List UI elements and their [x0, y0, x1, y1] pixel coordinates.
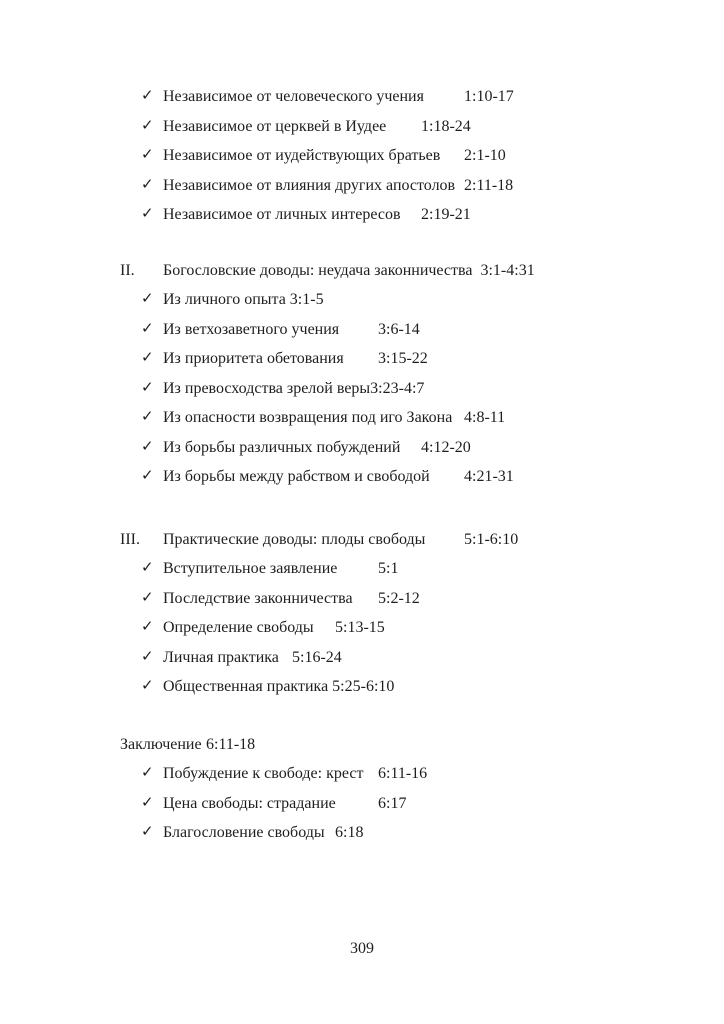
outline-item: [120, 789, 694, 819]
item-label: Из борьбы между рабством и свободой: [163, 468, 430, 485]
item-separator: [339, 321, 378, 338]
item-ref: 2:1-10: [464, 147, 506, 164]
item-label: Из опасности возвращения под иго Закона: [163, 409, 453, 426]
item-separator: [353, 590, 378, 607]
item-label: Независимое от иудействующих братьев: [163, 147, 441, 164]
item-ref: 2:11-18: [464, 176, 514, 194]
item-separator: [440, 147, 464, 164]
item-label: Из ветхозаветного учения: [163, 320, 340, 338]
item-separator: [430, 468, 464, 485]
item-label: Вступительное заявление: [163, 560, 338, 577]
item-ref: 3:15-22: [378, 350, 428, 367]
item-separator: [401, 206, 421, 223]
outline-item: [120, 315, 694, 345]
item-ref: 4:12-20: [421, 438, 471, 456]
item-separator: [336, 795, 378, 812]
item-separator: [424, 88, 464, 105]
page-number: 309: [350, 940, 374, 957]
item-separator: [325, 824, 335, 841]
item-ref: 6:18: [335, 824, 364, 841]
outline-item: [120, 818, 694, 848]
item-label: Из личного опыта: [163, 291, 286, 308]
item-label: Побуждение к свободе: крест: [163, 765, 364, 782]
outline-item: [120, 82, 694, 112]
outline-item: [120, 643, 694, 673]
item-separator: [455, 177, 464, 194]
outline-item: [120, 403, 694, 433]
checkmark-icon: ✓: [141, 648, 154, 665]
section-numeral: III.: [120, 530, 140, 548]
outline-list-practical: [120, 554, 694, 702]
checkmark-icon: ✓: [141, 88, 154, 104]
outline-item: [120, 344, 694, 374]
item-label: Из приоритета обетования: [163, 350, 344, 367]
section-ref: 6:11-18: [206, 735, 256, 753]
item-ref: 6:17: [378, 794, 407, 812]
heading-separator: [425, 531, 464, 548]
item-separator: [452, 409, 464, 426]
item-label: Из превосходства зрелой веры: [163, 379, 371, 397]
outline-item: [120, 672, 694, 702]
item-ref: 5:16-24: [292, 648, 342, 666]
section-heading-2: [120, 256, 694, 286]
checkmark-icon: ✓: [141, 379, 154, 396]
item-ref: 1:10-17: [464, 88, 514, 105]
item-ref: 5:13-15: [335, 619, 385, 636]
item-ref: 3:6-14: [378, 320, 420, 338]
outline-list-theological: [120, 285, 694, 492]
checkmark-icon: ✓: [141, 765, 154, 781]
item-ref: 5:1: [378, 560, 399, 577]
item-label: Личная практика: [163, 648, 279, 666]
outline-item: [120, 285, 694, 315]
item-separator: [400, 439, 421, 456]
item-ref: 5:25-6:10: [332, 678, 395, 695]
checkmark-icon: ✓: [141, 560, 154, 576]
item-label: Общественная практика: [163, 678, 329, 695]
outline-item: [120, 613, 694, 643]
item-ref: 4:8-11: [464, 409, 506, 426]
section-title: Заключение: [120, 735, 202, 753]
checkmark-icon: ✓: [141, 678, 154, 694]
section-numeral: II.: [120, 261, 135, 279]
checkmark-icon: ✓: [141, 350, 154, 366]
outline-item: [120, 554, 694, 584]
heading-separator: [135, 262, 163, 279]
heading-separator: [140, 531, 163, 548]
checkmark-icon: ✓: [141, 824, 154, 840]
item-ref: 2:19-21: [421, 206, 471, 223]
outline-item: [120, 141, 694, 171]
item-label: Независимое от церквей в Иудее: [163, 117, 387, 135]
item-ref: 6:11-16: [378, 765, 428, 782]
section-title: Практические доводы: плоды свободы: [163, 530, 426, 548]
outline-item: [120, 759, 694, 789]
item-ref: 3:1-5: [289, 291, 324, 308]
checkmark-icon: ✓: [141, 438, 154, 455]
item-label: Из борьбы различных побуждений: [163, 438, 401, 456]
checkmark-icon: ✓: [141, 147, 154, 163]
item-ref: 4:21-31: [464, 468, 514, 485]
item-label: Определение свободы: [163, 619, 314, 636]
item-label: Независимое от человеческого учения: [163, 88, 424, 105]
item-label: Последствие законничества: [163, 589, 353, 607]
section-heading-3: [120, 525, 694, 555]
section-ref: 5:1-6:10: [464, 530, 519, 548]
outline-item: [120, 462, 694, 492]
checkmark-icon: ✓: [141, 589, 154, 606]
item-label: Независимое от личных интересов: [163, 206, 401, 223]
checkmark-icon: ✓: [141, 619, 154, 635]
outline-item: [120, 200, 694, 230]
checkmark-icon: ✓: [141, 291, 154, 307]
item-separator: [314, 619, 335, 636]
item-label: Цена свободы: страдание: [163, 794, 336, 812]
item-separator: [386, 118, 421, 135]
item-ref: 1:18-24: [421, 117, 471, 135]
item-separator: [337, 560, 378, 577]
outline-item: [120, 584, 694, 614]
outline-item: [120, 171, 694, 201]
checkmark-icon: ✓: [141, 176, 154, 193]
outline-list-conclusion: [120, 759, 694, 848]
checkmark-icon: ✓: [141, 206, 154, 222]
outline-item: [120, 112, 694, 142]
checkmark-icon: ✓: [141, 468, 154, 484]
item-separator: [279, 649, 292, 666]
checkmark-icon: ✓: [141, 409, 154, 425]
outline-item: [120, 374, 694, 404]
item-ref: 3:23-4:7: [370, 379, 425, 397]
conclusion-heading: [120, 730, 694, 760]
item-label: Независимое от влияния других апостолов: [163, 176, 456, 194]
section-title: Богословские доводы: неудача законничества: [163, 261, 473, 279]
section-ref: 3:1-4:31: [480, 261, 535, 279]
checkmark-icon: ✓: [141, 320, 154, 337]
item-ref: 5:2-12: [378, 589, 420, 607]
checkmark-icon: ✓: [141, 794, 154, 811]
item-separator: [344, 350, 378, 367]
outline-item: [120, 433, 694, 463]
item-separator: [363, 765, 378, 782]
checkmark-icon: ✓: [141, 117, 154, 134]
outline-list-independence: [120, 82, 694, 230]
item-label: Благословение свободы: [163, 824, 325, 841]
